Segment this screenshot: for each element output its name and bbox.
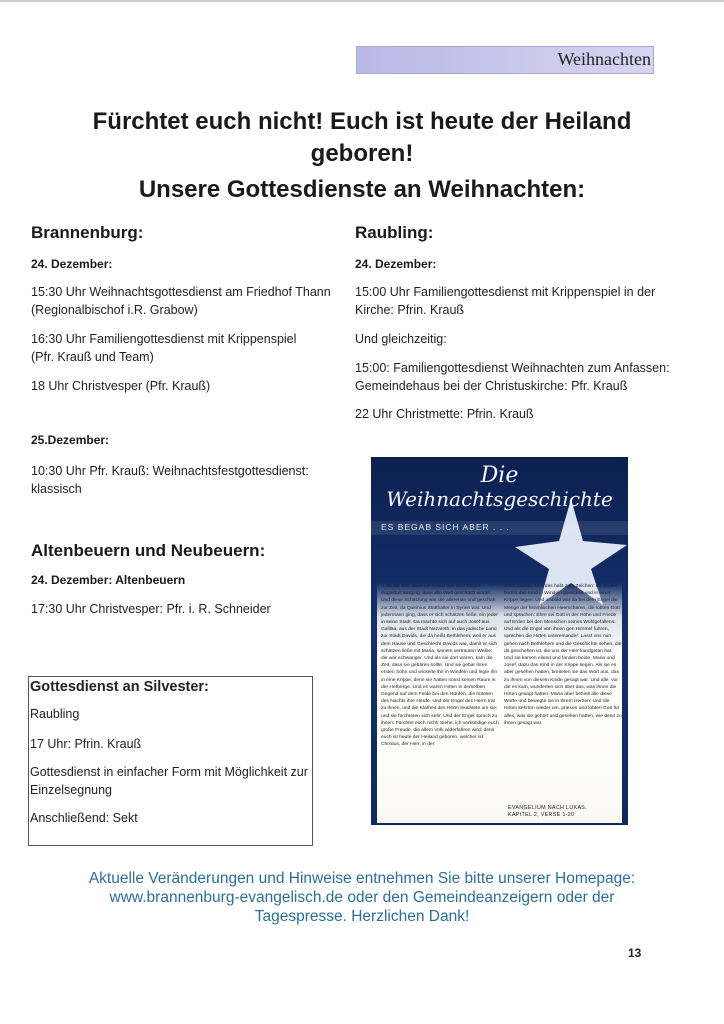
silvester-desc-b: Einzelsegnung — [30, 783, 113, 797]
altenbeuern-event-1: 17:30 Uhr Christvesper: Pfr. i. R. Schneider — [31, 602, 271, 616]
headline-line-3: Unsere Gottesdienste an Weihnachten: — [138, 176, 586, 203]
poster-tagline: ES BEGAB SICH ABER . . . — [381, 522, 510, 532]
poster-reference — [508, 805, 587, 819]
silvester-time: 17 Uhr: Pfrin. Krauß — [30, 737, 142, 751]
footer-line-1: Aktuelle Veränderungen und Hinweise entnehmen Sie bitte unserer Homepage: — [88, 870, 636, 887]
silvester-box — [28, 676, 313, 846]
page-number: 13 — [628, 946, 642, 960]
silvester-title: Gottesdienst an Silvester: — [30, 679, 209, 695]
raubling-meanwhile: Und gleichzeitig: — [355, 332, 447, 346]
poster-reference-line-1: EVANGELIUM NACH LUKAS, — [508, 805, 587, 811]
brannenburg-event-1b: (Regionalbischof i.R. Grabow) — [31, 303, 198, 317]
raubling-event-1a: 15:00 Uhr Familiengottesdienst mit Krippenspiel in der — [355, 285, 656, 299]
raubling-event-1b: Kirche: Pfrin. Krauß — [355, 303, 465, 317]
christmas-story-poster — [371, 457, 628, 825]
scan-top-edge — [0, 0, 724, 2]
poster-title-main: Weihnachtsgeschichte — [386, 487, 613, 511]
silvester-desc-a: Gottesdienst in einfacher Form mit Möglichkeit zur — [30, 765, 308, 779]
brannenburg-date-25: 25.Dezember: — [31, 433, 110, 447]
brannenburg-event-2b: (Pfr. Krauß und Team) — [31, 350, 154, 364]
section-label: Weihnachten — [557, 49, 651, 69]
silvester-after: Anschließend: Sekt — [30, 811, 138, 825]
brannenburg-event-4b: klassisch — [31, 482, 82, 496]
poster-text-column-1: ... zu der Zeit, dass ein Gebot von dem Kaiser Augustus ausging, dass alle Welt geschätzt würde. Und diese Schätzung war die allererste und geschah zur Zeit, da Quirinius Statthalter in Syrien war. Und jedermann ging, dass er sich schätzen ließe, ein jeder in seine Stadt. Da machte sich auf auch Josef aus Galiläa, aus der Stadt Nazareth, in das jüdische Land zur Stadt Davids, die da heißt Bethlehem, weil er aus dem Hause und Geschlecht Davids war, damit er sich schätzen ließe mit Maria, seinem vertrauten Weibe; die war schwanger. Und als sie dort waren, kam die Zeit, dass sie gebären sollte. Und sie gebar ihren ersten Sohn und wickelte ihn in Windeln und legte ihn in eine Krippe; denn sie hatten sonst keinen Raum in der Herberge. Und es waren Hirten in derselben Gegend auf dem Felde bei den Hürden, die hüteten des Nachts ihre Herde. Und der Engel des Herrn trat zu ihnen, und die Klarheit des Herrn leuchtete um sie; und sie fürchteten sich sehr. Und der Engel sprach zu ihnen: Fürchtet euch nicht! Siehe, ich verkündige euch große Freude, die allem Volk widerfahren wird; denn euch ist heute der Heiland geboren, welcher ist Christus, der Herr, in der — [381, 584, 499, 748]
raubling-title: Raubling: — [355, 223, 434, 242]
footer-line-2: www.brannenburg-evangelisch.de oder den Gemeindeanzeigern oder der — [109, 889, 615, 906]
poster-title-die: Die — [480, 463, 519, 488]
poster-tagline-bar — [371, 521, 628, 535]
brannenburg-title: Brannenburg: — [31, 223, 144, 242]
footer-line-3: Tagespresse. Herzlichen Dank! — [254, 908, 470, 925]
altenbeuern-title: Altenbeuern und Neubeuern: — [31, 541, 266, 560]
footer-notice — [40, 869, 684, 926]
altenbeuern-date: 24. Dezember: Altenbeuern — [31, 573, 186, 587]
raubling-event-3a: 15:00: Familiengottesdienst Weihnachten zum Anfassen: — [355, 361, 670, 375]
poster-text-panel — [377, 583, 622, 823]
brannenburg-event-2a: 16:30 Uhr Familiengottesdienst mit Krippenspiel — [31, 332, 297, 346]
brannenburg-event-4a: 10:30 Uhr Pfr. Krauß: Weihnachtsfestgottesdienst: — [31, 464, 309, 478]
headline-line-2: geboren! — [310, 140, 414, 167]
brannenburg-date-24: 24. Dezember: — [31, 257, 113, 271]
brannenburg-event-3: 18 Uhr Christvesper (Pfr. Krauß) — [31, 379, 211, 393]
poster-reference-line-2: KAPITEL 2, VERSE 1-20 — [508, 812, 575, 818]
brannenburg-event-1a: 15:30 Uhr Weihnachtsgottesdienst am Friedhof Thann — [31, 285, 331, 299]
raubling-date: 24. Dezember: — [355, 257, 437, 271]
silvester-place: Raubling — [30, 707, 80, 721]
headline-line-1: Fürchtet euch nicht! Euch ist heute der Heiland — [92, 108, 632, 135]
poster-text-column-2: Stadt Davids. Und das habt zum Zeichen: Ihr werdet finden das Kind in Windeln gewickelt und in einer Krippe liegen. Und alsbald war da bei dem Engel die Menge der himmlischen Heerscharen, die lobten Gott und sprachen: Ehre sei Gott in der Höhe und Friede auf Erden bei den Menschen seines Wohlgefallens. Und als die Engel von ihnen gen Himmel fuhren, sprachen die Hirten untereinander: Lasst uns nun gehen nach Bethlehem und die Geschichte sehen, die da geschehen ist, die uns der Herr kundgetan hat. Und sie kamen eilend und fanden beide, Maria und Josef, dazu das Kind in der Krippe liegen. Als sie es aber gesehen hatten, breiteten sie das Wort aus, das zu ihnen von diesem Kinde gesagt war. Und alle, vor die es kam, wunderten sich über das, was ihnen die Hirten gesagt hatten. Maria aber behielt alle diese Worte und bewegte sie in ihrem Herzen. Und die Hirten kehrten wieder um, priesen und lobten Gott für alles, was sie gehört und gesehen hatten, wie denn zu ihnen gesagt war. — [504, 584, 622, 726]
section-banner — [356, 46, 654, 74]
raubling-event-3b: Gemeindehaus bei der Christuskirche: Pfr. Krauß — [355, 379, 628, 393]
raubling-event-4: 22 Uhr Christmette: Pfrin. Krauß — [355, 407, 534, 421]
